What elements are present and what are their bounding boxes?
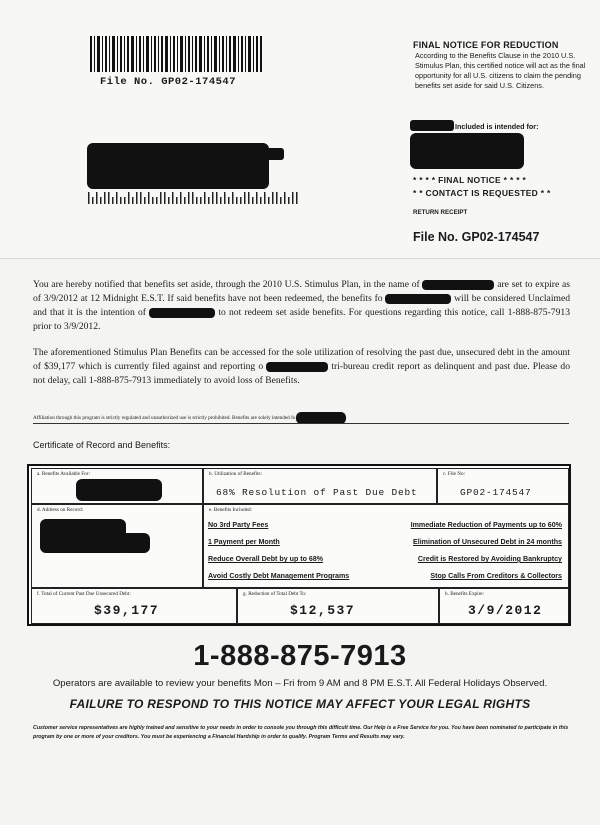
cell-utilization — [203, 468, 437, 504]
label-c: c. File No: — [443, 471, 466, 477]
reduction-value: $12,537 — [290, 603, 356, 618]
barcode-file-number: File No. GP02-174547 — [100, 76, 237, 88]
divider-line — [33, 423, 569, 424]
notice-paragraph-2 — [33, 346, 570, 388]
redacted-name — [385, 294, 451, 304]
benefit-item: Stop Calls From Creditors & Collectors — [430, 572, 562, 580]
para1-part-a: You are hereby notified that benefits set aside, through the 2010 U.S. Stimulus Plan, in the name of — [33, 279, 420, 290]
contact-requested-text: * * CONTACT IS REQUESTED * * — [413, 188, 551, 198]
label-b: b. Utilization of Benefits: — [209, 471, 263, 477]
file-number: File No. GP02-174547 — [413, 230, 540, 244]
postal-barcode — [88, 192, 300, 204]
phone-number: 1-888-875-7913 — [193, 640, 407, 672]
total-debt-value: $39,177 — [94, 603, 160, 618]
cell-reduction — [237, 588, 439, 624]
final-notice-text: * * * * FINAL NOTICE * * * * — [413, 175, 527, 185]
para2-part-b: tri-bureau credit report as delinquent and past due. Please do not delay, call 1-888-875-7913 immediately to avoid loss of Benefits. — [33, 361, 570, 386]
redacted-address — [40, 519, 126, 553]
file-no-value: GP02-174547 — [460, 487, 532, 498]
redacted-name — [149, 308, 215, 318]
notice-title: FINAL NOTICE FOR REDUCTION — [413, 40, 559, 50]
redacted-name — [266, 362, 328, 372]
barcode-image — [90, 36, 262, 72]
redacted-recipient-name — [76, 479, 162, 501]
notice-text: According to the Benefits Clause in the 2010 U.S. Stimulus Plan, this certified notice will act as the final opportunity for all U.S. citizens to claim the pending benefits set aside for said U.S. Citizens. — [415, 51, 586, 90]
label-a: a. Benefits Available For: — [37, 471, 90, 477]
certificate-table — [27, 464, 571, 626]
benefit-item: No 3rd Party Fees — [208, 521, 269, 529]
cell-benefits-available — [31, 468, 203, 504]
redacted-recipient-name — [410, 133, 524, 169]
failure-warning: FAILURE TO RESPOND TO THIS NOTICE MAY AFFECT YOUR LEGAL RIGHTS — [69, 697, 531, 711]
benefit-item: 1 Payment per Month — [208, 538, 280, 546]
return-receipt-label: RETURN RECEIPT — [413, 209, 468, 216]
certificate-title: Certificate of Record and Benefits: — [33, 440, 171, 450]
final-notice-box — [413, 40, 588, 91]
operators-text: Operators are available to review your benefits Mon – Fri from 9 AM and 8 PM E.S.T. All Federal Holidays Observed. — [52, 678, 548, 689]
cell-file-no — [437, 468, 569, 504]
benefit-item: Elimination of Unsecured Debt in 24 months — [413, 538, 562, 546]
cell-expire — [439, 588, 569, 624]
notice-paragraph-1 — [33, 278, 570, 334]
label-d: d. Address on Record: — [37, 507, 84, 513]
label-h: h. Benefits Expire: — [445, 591, 485, 597]
label-f: f. Total of Current Past Due Unsecured Debt: — [37, 591, 131, 597]
affiliation-text-content: Affiliation through this program is strictly regulated and unauthorized use is strictly prohibited. Benefits are solely intended fo — [33, 415, 296, 422]
para1-part-c: will be considered Unclaimed and that it is the intention of — [33, 293, 571, 318]
redacted-mark — [410, 120, 454, 131]
cell-address — [31, 504, 203, 588]
utilization-value: 68% Resolution of Past Due Debt — [216, 487, 418, 498]
benefit-item: Immediate Reduction of Payments up to 60% — [410, 521, 562, 529]
benefit-item: Credit is Restored by Avoiding Bankruptcy — [417, 555, 562, 563]
para1-part-b: are set to expire as of 3/9/2012 at 12 Midnight E.S.T. If said benefits have not been redeemed, the benefits fo — [33, 279, 570, 304]
cell-benefits-included — [203, 504, 569, 588]
benefit-item: Avoid Costly Debt Management Programs — [208, 572, 350, 580]
redacted-address — [116, 533, 150, 553]
cell-total-debt — [31, 588, 237, 624]
redacted-mark — [222, 148, 284, 160]
para1-part-d: to not redeem set aside benefits. For questions regarding this notice, call 1-888-875-7913 prior to 3/9/2012. — [33, 307, 570, 332]
info-intended-label: Included is intended for: — [455, 122, 539, 131]
disclaimer-text: Customer service representatives are highly trained and sensitive to your needs in order to console you through this difficult time. Our Help is a Free Service for you. You have been nominated to participate in this program by one or more of your creditors. You must be experiencing a Financial Hardship in order to qualify. Program Terms and Results may vary. — [33, 725, 569, 740]
benefit-item: Reduce Overall Debt by up to 68% — [208, 555, 324, 563]
redacted-name — [422, 280, 494, 290]
expire-value: 3/9/2012 — [468, 603, 543, 618]
label-e: e. Benefits Included: — [209, 507, 253, 513]
label-g: g. Reduction of Total Debt To: — [243, 591, 307, 597]
para2-part-a: The aforementioned Stimulus Plan Benefits can be accessed for the sole utilization of resolving the past due, unsecured debt in the amount of $39,177 which is currently filed against and reporting o — [33, 347, 570, 372]
mailer-top-section — [0, 0, 600, 259]
